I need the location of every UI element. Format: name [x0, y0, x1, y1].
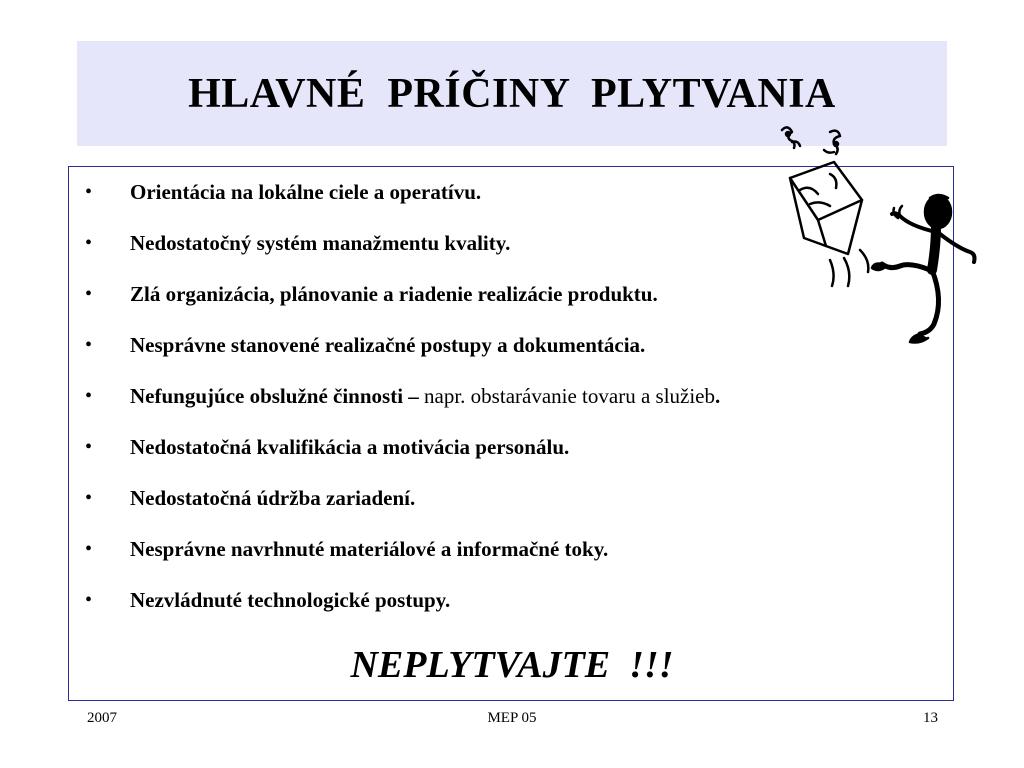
- bullet-icon: •: [85, 385, 93, 407]
- bullet-icon: •: [85, 283, 93, 305]
- bullet-icon: •: [85, 589, 93, 611]
- footer-year: 2007: [87, 710, 117, 726]
- bullet-icon: •: [85, 334, 93, 356]
- stick-figure-kicking-box-icon: [770, 120, 980, 350]
- bullet-icon: •: [85, 436, 93, 458]
- bullet-icon: •: [85, 487, 93, 509]
- bullet-text: Orientácia na lokálne ciele a operatívu.: [130, 180, 482, 204]
- footer-course-code: MEP 05: [487, 710, 537, 726]
- bullet-text: Nesprávne stanovené realizačné postupy a dokumentácia.: [130, 333, 646, 357]
- bullet-icon: •: [85, 181, 93, 203]
- slogan: NEPLYTVAJTE !!!: [350, 644, 674, 686]
- footer-page-number: 13: [923, 710, 938, 726]
- bullet-text: Nesprávne navrhnuté materiálové a informačné toky.: [130, 537, 609, 561]
- bullet-text: Nedostatočná údržba zariadení.: [130, 486, 416, 510]
- bullet-text: Nezvládnuté technologické postupy.: [130, 588, 451, 612]
- bullet-text: Zlá organizácia, plánovanie a riadenie realizácie produktu.: [130, 282, 658, 306]
- bullet-text: Nedostatočný systém manažmentu kvality.: [130, 231, 511, 255]
- bullet-text: Nedostatočná kvalifikácia a motivácia personálu.: [130, 435, 570, 459]
- bullet-icon: •: [85, 232, 93, 254]
- bullet-icon: •: [85, 538, 93, 560]
- slide-title: HLAVNÉ PRÍČINY PLYTVANIA: [188, 70, 836, 117]
- bullet-text: Nefungujúce obslužné činnosti – napr. obstarávanie tovaru a služieb.: [130, 384, 721, 408]
